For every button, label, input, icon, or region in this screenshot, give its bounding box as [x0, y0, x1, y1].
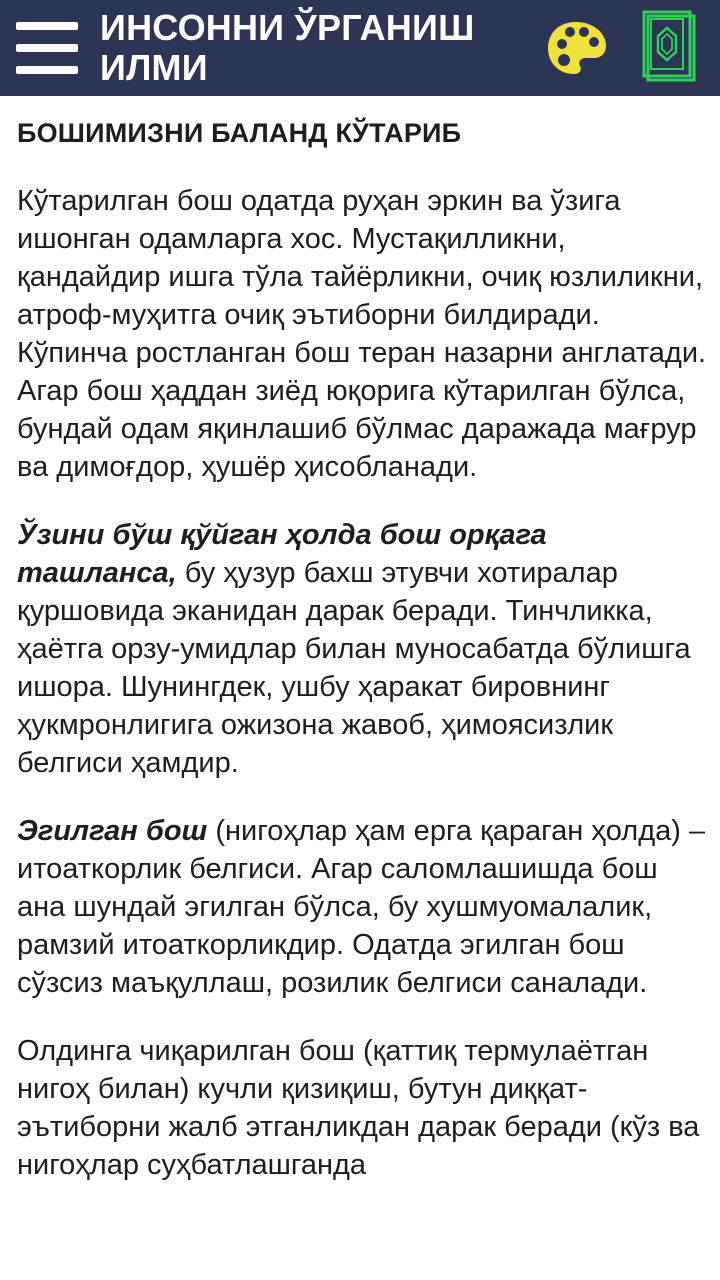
paragraph-head-forward: Олдинга чиқарилган бош (қаттиқ термулаётган нигоҳ билан) кучли қизиқиш, бутун диққат-эътиборни жалб этганликдан дарак беради (кўз ва нигоҳлар суҳбатлашганда [17, 1035, 700, 1181]
paragraph-bowed-head [17, 812, 707, 1002]
menu-bar-bottom [16, 66, 78, 74]
menu-bar-middle [16, 44, 78, 52]
menu-bar-top [16, 22, 78, 30]
app-bar [0, 0, 720, 96]
app-title: ИНСОННИ ЎРГАНИШ ИЛМИ [100, 7, 475, 88]
article-heading: БОШИМИЗНИ БАЛАНД КЎТАРИБ [17, 118, 462, 148]
article-content [17, 96, 707, 1184]
paragraph-emphasis: Эгилган бош [17, 815, 208, 847]
paragraph-text: (нигоҳлар ҳам ерга қараган ҳолда) – итоаткорлик белгиси. Агар саломлашишда бош ана шундай эгилган бўлса, бу хушмуомалалик, рамзий итоаткорликдир. Одатда эгилган бош сўзсиз маъқуллаш, розилик белгиси саналади. [17, 815, 706, 999]
paragraph-emphasis: Ўзини бўш қўйган ҳолда бош орқага ташланса, [17, 519, 547, 589]
paragraph-head-thrown-back [17, 516, 707, 782]
palette-icon[interactable] [544, 18, 608, 78]
paragraph-text: бу ҳузур бахш этувчи хотиралар қуршовида эканидан дарак беради. Тинчликка, ҳаётга орзу-умидлар билан муносабатда бўлишга ишора. Шунингдек, ушбу ҳаракат бировнинг ҳукмронлигига ожизона жавоб, ҳимоясизлик белгиси ҳамдир. [17, 557, 691, 779]
paragraph-raised-head: Кўтарилган бош одатда руҳан эркин ва ўзига ишонган одамларга хос. Мустақилликни, қандайдир ишга тўла тайёрликни, очиқ юзлиликни, атроф-муҳитга очиқ эътиборни билдиради. Кўпинча ростланган бош теран назарни англатади. Агар бош ҳаддан зиёд юқорига кўтарилган бўлса, бундай одам яқинлашиб бўлмас даражада мағрур ва димоғдор, ҳушёр ҳисобланади. [17, 185, 707, 483]
book-icon[interactable] [642, 10, 702, 86]
hamburger-menu-icon[interactable] [0, 0, 96, 96]
